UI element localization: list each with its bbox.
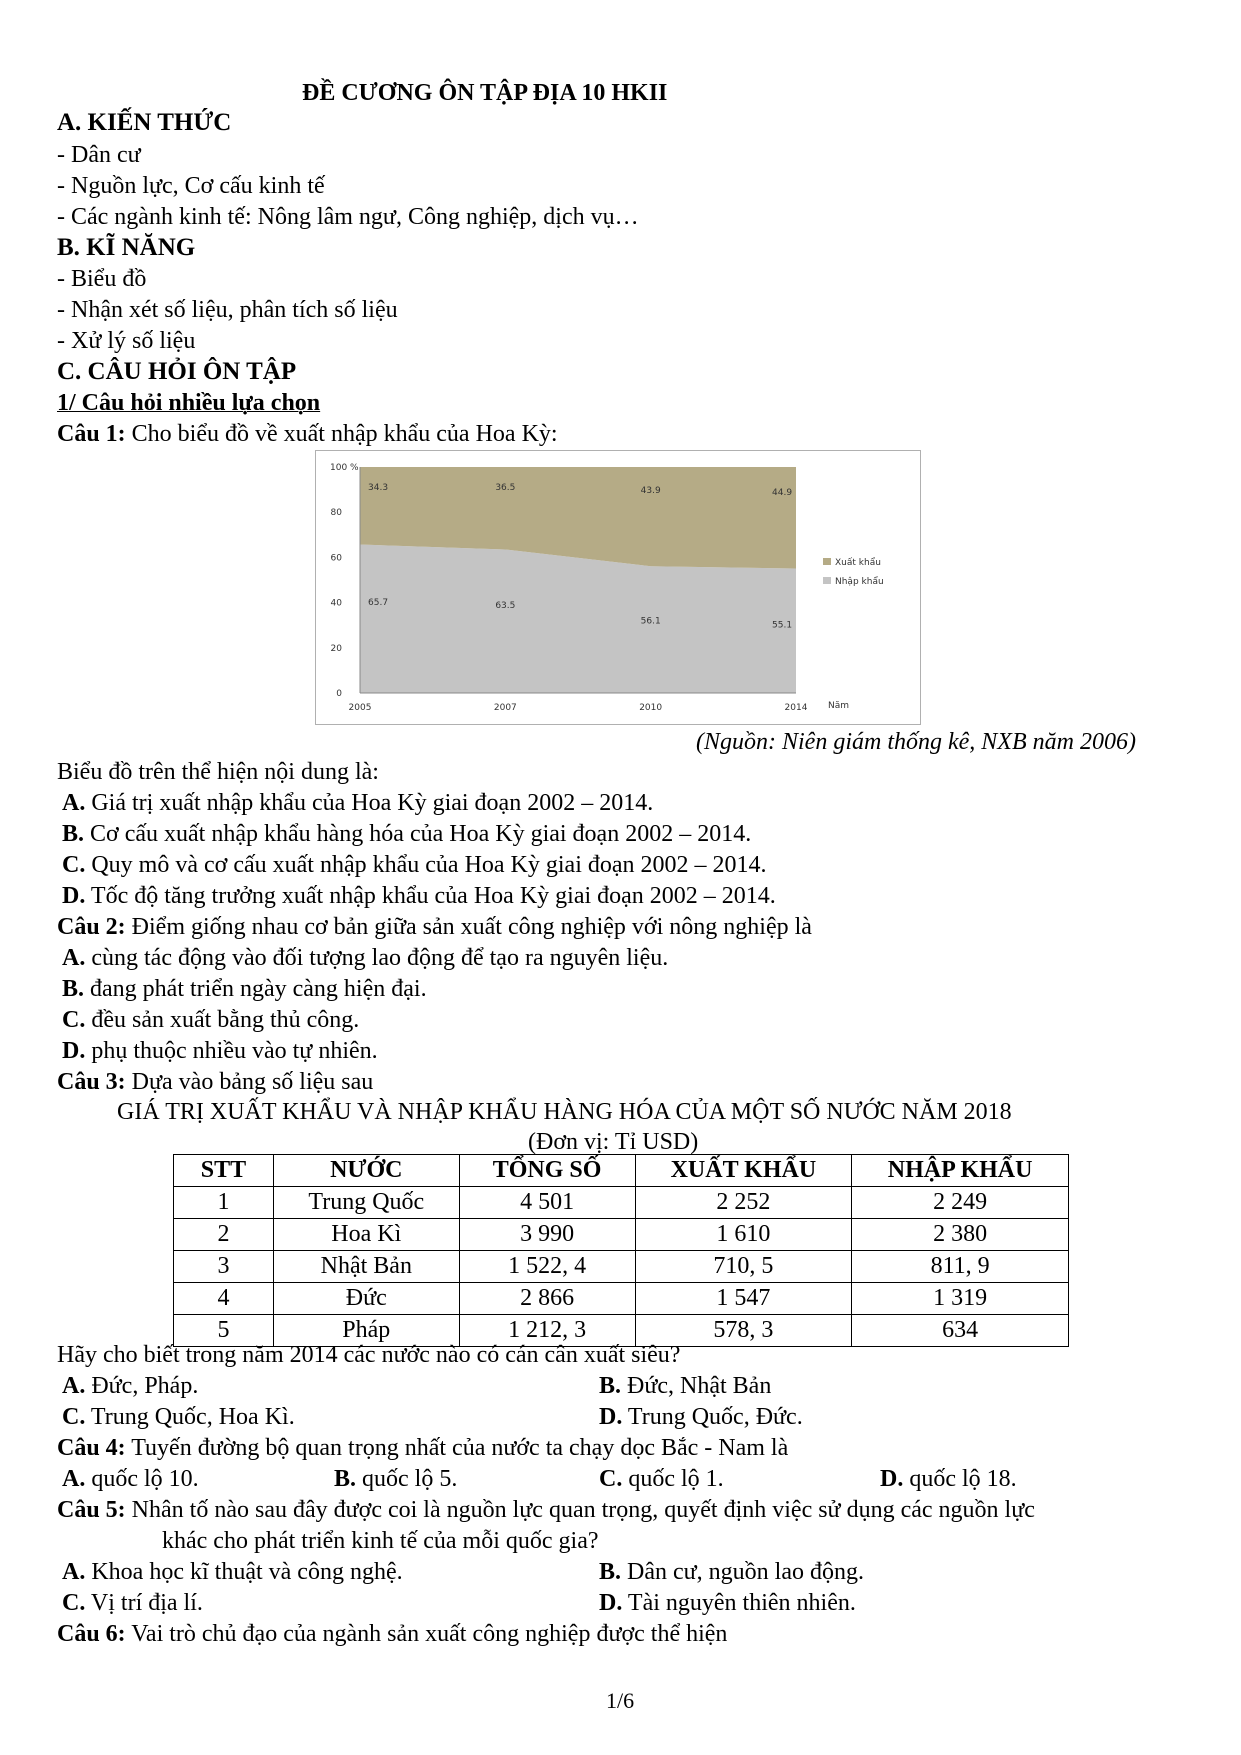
data-table	[173, 1154, 1069, 1347]
skill-item: - Xử lý số liệu	[57, 328, 196, 354]
option-text: quốc lộ 1.	[622, 1466, 724, 1492]
knowledge-item: - Nguồn lực, Cơ cấu kinh tế	[57, 173, 325, 199]
skill-item: - Nhận xét số liệu, phân tích số liệu	[57, 297, 398, 323]
table-cell: 2	[174, 1219, 274, 1251]
answer-option-b[interactable]	[334, 1464, 457, 1494]
option-label: B.	[334, 1466, 357, 1492]
table-row	[174, 1219, 1069, 1251]
column-header: NHẬP KHẨU	[852, 1155, 1069, 1187]
y-axis-top-label: 100 %	[330, 463, 359, 473]
data-label-nhap-khau: 65.7	[368, 597, 389, 608]
table-cell: 2 249	[852, 1187, 1069, 1219]
question-stem: Hãy cho biết trong năm 2014 các nước nào có cán cân xuất siêu?	[57, 1342, 681, 1368]
table-cell: 2 252	[635, 1187, 852, 1219]
question-5	[57, 1495, 1035, 1525]
option-label: A.	[62, 1559, 86, 1585]
table-cell: 1 547	[635, 1283, 852, 1315]
option-label: C.	[62, 1007, 86, 1033]
knowledge-item: - Các ngành kinh tế: Nông lâm ngư, Công nghiệp, dịch vụ…	[57, 204, 639, 230]
table-cell: 2 866	[459, 1283, 635, 1315]
answer-option-a[interactable]	[62, 788, 653, 818]
table-row	[174, 1187, 1069, 1219]
column-header: NƯỚC	[273, 1155, 459, 1187]
question-1	[57, 419, 558, 449]
data-label-xuat-khau: 34.3	[368, 483, 389, 493]
table-cell: Nhật Bản	[273, 1251, 459, 1283]
section-c-heading: C. CÂU HỎI ÔN TẬP	[57, 358, 297, 385]
question-label: Câu 3:	[57, 1069, 126, 1095]
answer-option-c[interactable]	[62, 850, 767, 880]
answer-option-c[interactable]	[599, 1464, 724, 1494]
question-label: Câu 2:	[57, 914, 126, 940]
table-cell: 1 212, 3	[459, 1315, 635, 1347]
option-label: C.	[62, 1404, 86, 1430]
question-text: Dựa vào bảng số liệu sau	[125, 1069, 374, 1095]
table-cell: 3	[174, 1251, 274, 1283]
answer-option-b[interactable]	[62, 974, 427, 1004]
answer-option-a[interactable]	[62, 1557, 403, 1587]
page-title: ĐỀ CƯƠNG ÔN TẬP ĐỊA 10 HKII	[302, 80, 668, 106]
option-text: Dân cư, nguồn lao động.	[621, 1559, 864, 1585]
question-text-continued: khác cho phát triển kinh tế của mỗi quốc gia?	[162, 1528, 599, 1554]
knowledge-item: - Dân cư	[57, 142, 141, 168]
x-tick-label: 2010	[639, 703, 663, 713]
x-tick-label: 2005	[348, 703, 372, 713]
answer-option-d[interactable]	[599, 1588, 856, 1618]
table-title: GIÁ TRỊ XUẤT KHẨU VÀ NHẬP KHẨU HÀNG HÓA CỦA MỘT SỐ NƯỚC NĂM 2018	[117, 1099, 1012, 1125]
option-text: Trung Quốc, Hoa Kì.	[85, 1404, 295, 1430]
answer-option-a[interactable]	[62, 1464, 199, 1494]
table-cell: 811, 9	[852, 1251, 1069, 1283]
data-label-xuat-khau: 43.9	[640, 486, 661, 496]
table-cell: 1 522, 4	[459, 1251, 635, 1283]
export-import-chart	[315, 450, 921, 725]
option-label: C.	[62, 1590, 86, 1616]
question-label: Câu 5:	[57, 1497, 126, 1523]
answer-option-a[interactable]	[62, 1371, 198, 1401]
y-tick-label: 80	[330, 508, 342, 519]
option-text: Quy mô và cơ cấu xuất nhập khẩu của Hoa Kỳ giai đoạn 2002 – 2014.	[85, 852, 767, 878]
table-header-row	[174, 1155, 1069, 1187]
option-text: quốc lộ 10.	[85, 1466, 199, 1492]
option-label: D.	[62, 1038, 86, 1064]
question-6	[57, 1619, 727, 1649]
table-cell: 2 380	[852, 1219, 1069, 1251]
question-2	[57, 912, 812, 942]
data-label-nhap-khau: 56.1	[640, 616, 661, 627]
y-tick-label: 60	[330, 553, 342, 564]
answer-option-c[interactable]	[62, 1402, 295, 1432]
legend-entry: Xuất khẩu	[835, 558, 881, 568]
answer-option-b[interactable]	[599, 1557, 864, 1587]
data-label-xuat-khau: 44.9	[772, 488, 793, 498]
option-text: Đức, Pháp.	[85, 1373, 199, 1399]
option-text: cùng tác động vào đối tượng lao động để tạo ra nguyên liệu.	[85, 945, 669, 971]
page-number: 1/6	[606, 1688, 635, 1713]
question-4	[57, 1433, 788, 1463]
legend-swatch	[823, 577, 831, 584]
table-row	[174, 1251, 1069, 1283]
question-text: Tuyến đường bộ quan trọng nhất của nước ta chạy dọc Bắc - Nam là	[125, 1435, 789, 1461]
question-text: Vai trò chủ đạo của ngành sản xuất công nghiệp được thể hiện	[125, 1621, 728, 1647]
option-text: quốc lộ 5.	[356, 1466, 458, 1492]
y-tick-label: 20	[330, 643, 342, 654]
table-cell: Hoa Kì	[273, 1219, 459, 1251]
option-text: Tài nguyên thiên nhiên.	[622, 1590, 856, 1616]
option-text: quốc lộ 18.	[903, 1466, 1017, 1492]
skill-item: - Biểu đồ	[57, 266, 147, 292]
chart-source: (Nguồn: Niên giám thống kê, NXB năm 2006)	[696, 729, 1136, 755]
question-text: Nhân tố nào sau đây được coi là nguồn lực quan trọng, quyết định việc sử dụng các nguồn lực	[125, 1497, 1035, 1523]
table-cell: Đức	[273, 1283, 459, 1315]
x-tick-label: 2014	[784, 703, 808, 713]
answer-option-a[interactable]	[62, 943, 668, 973]
option-text: Khoa học kĩ thuật và công nghệ.	[85, 1559, 403, 1585]
table-cell: 578, 3	[635, 1315, 852, 1347]
legend-swatch	[823, 558, 831, 565]
option-text: phụ thuộc nhiều vào tự nhiên.	[85, 1038, 378, 1064]
question-label: Câu 4:	[57, 1435, 126, 1461]
data-label-xuat-khau: 36.5	[495, 483, 516, 493]
x-axis-label: Năm	[828, 701, 850, 711]
table-cell: 1 610	[635, 1219, 852, 1251]
option-text: Giá trị xuất nhập khẩu của Hoa Kỳ giai đoạn 2002 – 2014.	[85, 790, 654, 816]
option-label: D.	[880, 1466, 904, 1492]
data-label-nhap-khau: 63.5	[495, 600, 516, 611]
data-label-nhap-khau: 55.1	[772, 620, 793, 631]
question-label: Câu 1:	[57, 421, 126, 447]
y-tick-label: 40	[330, 598, 342, 609]
answer-option-b[interactable]	[599, 1371, 771, 1401]
subsection-heading: 1/ Câu hỏi nhiều lựa chọn	[57, 390, 321, 416]
option-label: B.	[62, 821, 85, 847]
column-header: TỔNG SỐ	[459, 1155, 635, 1187]
option-label: C.	[62, 852, 86, 878]
legend-entry: Nhập khẩu	[835, 577, 884, 587]
answer-option-d[interactable]	[62, 1036, 378, 1066]
option-text: Vị trí địa lí.	[85, 1590, 203, 1616]
x-tick-label: 2007	[493, 703, 517, 713]
table-cell: 3 990	[459, 1219, 635, 1251]
answer-option-c[interactable]	[62, 1005, 359, 1035]
option-text: Đức, Nhật Bản	[621, 1373, 772, 1399]
option-label: A.	[62, 790, 86, 816]
option-label: D.	[599, 1590, 623, 1616]
option-label: C.	[599, 1466, 623, 1492]
answer-option-d[interactable]	[599, 1402, 803, 1432]
option-text: đều sản xuất bằng thủ công.	[85, 1007, 360, 1033]
option-text: Tốc độ tăng trưởng xuất nhập khẩu của Hoa Kỳ giai đoạn 2002 – 2014.	[85, 883, 776, 909]
question-stem: Biểu đồ trên thể hiện nội dung là:	[57, 759, 379, 785]
answer-option-c[interactable]	[62, 1588, 203, 1618]
option-label: A.	[62, 1466, 86, 1492]
option-label: A.	[62, 945, 86, 971]
question-text: Điểm giống nhau cơ bản giữa sản xuất công nghiệp với nông nghiệp là	[125, 914, 812, 940]
option-label: A.	[62, 1373, 86, 1399]
answer-option-d[interactable]	[62, 881, 776, 911]
table-cell: 1	[174, 1187, 274, 1219]
table-cell: 634	[852, 1315, 1069, 1347]
column-header: STT	[174, 1155, 274, 1187]
table-row	[174, 1283, 1069, 1315]
option-label: D.	[599, 1404, 623, 1430]
column-header: XUẤT KHẨU	[635, 1155, 852, 1187]
option-label: B.	[62, 976, 85, 1002]
y-tick-label: 0	[336, 689, 342, 699]
option-text: đang phát triển ngày càng hiện đại.	[84, 976, 427, 1002]
table-cell: 4	[174, 1283, 274, 1315]
option-text: Trung Quốc, Đức.	[622, 1404, 803, 1430]
table-cell: Pháp	[273, 1315, 459, 1347]
table-cell: 710, 5	[635, 1251, 852, 1283]
section-a-heading: A. KIẾN THỨC	[57, 109, 232, 136]
answer-option-d[interactable]	[880, 1464, 1017, 1494]
option-text: Cơ cấu xuất nhập khẩu hàng hóa của Hoa Kỳ giai đoạn 2002 – 2014.	[84, 821, 752, 847]
question-3	[57, 1067, 373, 1097]
table-cell: 1 319	[852, 1283, 1069, 1315]
option-label: D.	[62, 883, 86, 909]
option-label: B.	[599, 1373, 622, 1399]
answer-option-b[interactable]	[62, 819, 751, 849]
table-unit: (Đơn vị: Tỉ USD)	[528, 1129, 699, 1155]
table-cell: Trung Quốc	[273, 1187, 459, 1219]
option-label: B.	[599, 1559, 622, 1585]
question-label: Câu 6:	[57, 1621, 126, 1647]
table-cell: 5	[174, 1315, 274, 1347]
table-cell: 4 501	[459, 1187, 635, 1219]
question-text: Cho biểu đồ về xuất nhập khẩu của Hoa Kỳ:	[125, 421, 558, 447]
section-b-heading: B. KĨ NĂNG	[57, 234, 196, 261]
